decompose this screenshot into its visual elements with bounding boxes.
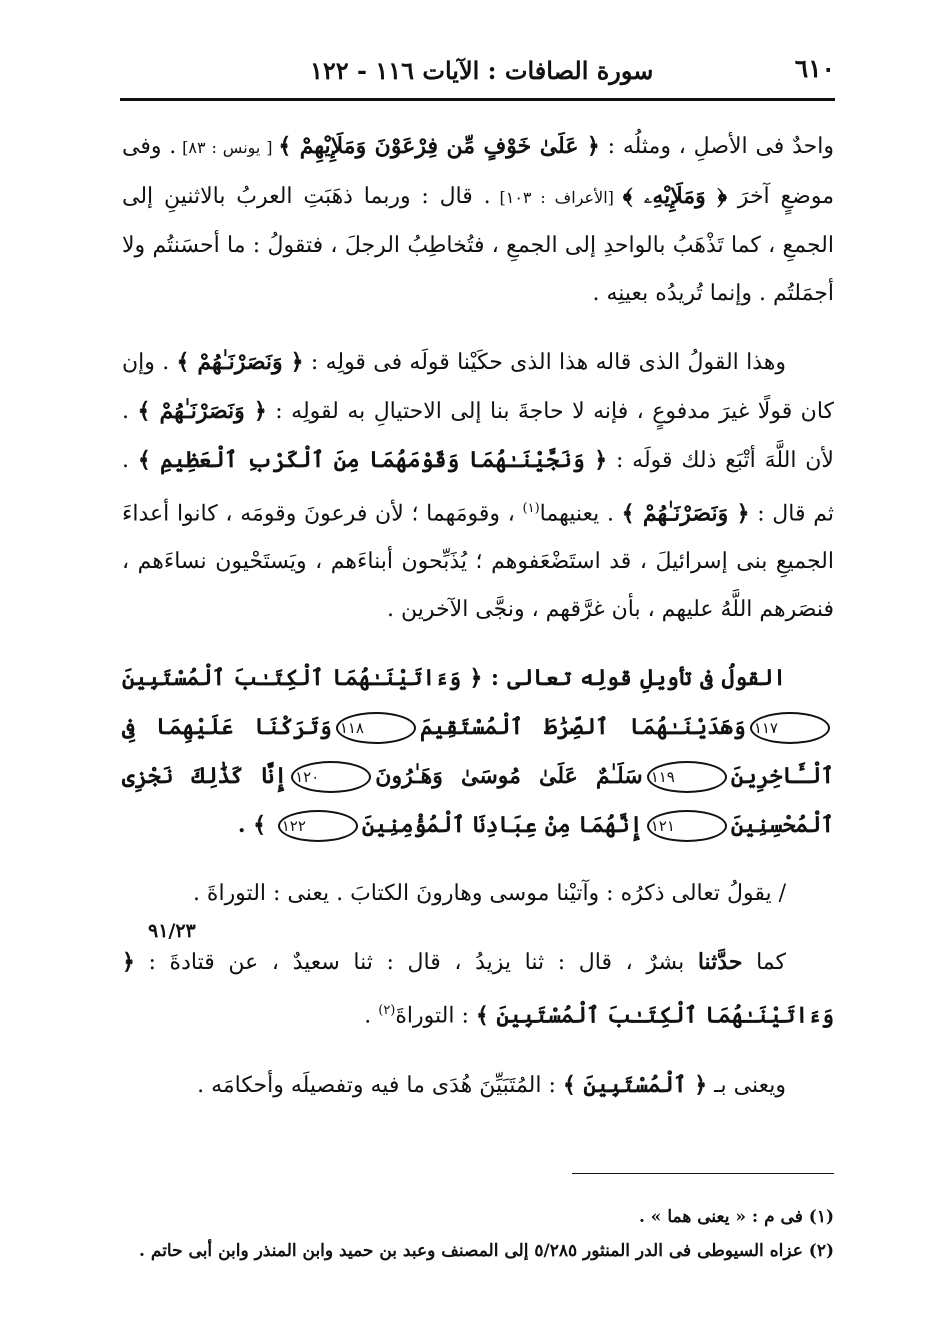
text-run: واحدٌ فى الأصلِ ، ومثلُه :	[599, 134, 835, 159]
verse-118: وَهَدَيْنَـٰهُمَا ٱلصِّرَٰطَ ٱلْمُسْتَقِيمَ	[419, 714, 746, 741]
footnotes	[122, 1200, 834, 1268]
paragraph-6	[122, 1061, 834, 1110]
verse-117: وَءَاتَيْنَـٰهُمَا ٱلْكِتَـٰبَ ٱلْمُسْتَبِينَ	[122, 665, 462, 692]
narration-term: حدَّثنا	[697, 949, 743, 976]
quran-quote: ﴿ ٱلْمُسْتَبِينَ ﴾	[562, 1071, 708, 1098]
text-run: وهذا القولُ الذى قاله هذا الذى حكَيْنا قولَه فى قولِه :	[303, 350, 786, 375]
paragraph-3-quran-passage	[122, 654, 834, 850]
verse-reference: [ يونس : ٨٣]	[176, 138, 279, 157]
paragraph-1	[122, 122, 834, 318]
text-run: ، وقومَهما ؛ لأن فرعونَ وقومَه ، كانوا أعداءَ الجميعِ بنى إسرائيلَ ، قد استَضْعَفوهم ؛ يُذَبِّحون أبناءَهم ، ويَستَحْيون نساءَهم ، فنصَرهم اللَّهُ عليهم ، بأن غرَّقهم ، ونجَّى الآخرين .	[122, 501, 834, 623]
quran-quote: ﴿ وَنَصَرْنَـٰهُمْ ﴾	[176, 349, 304, 375]
text-run: كما	[742, 950, 786, 976]
quran-bracket-close: ﴾ .	[237, 812, 274, 839]
footnote-2: (٢) عزاه السيوطى فى الدر المنثور ٥/٢٨٥ إلى المصنف وعبد بن حميد وابن المنذر وابن أبى حاتم .	[139, 1241, 834, 1261]
section-heading: القولُ فى تأويلِ قولِه تعالى :	[482, 665, 786, 692]
text-run: : المُتَبَيِّنَ هُدَى ما فيه وتفصيلَه وأحكامَه .	[197, 1072, 563, 1098]
verse-number-117: ١١٧	[750, 712, 830, 744]
verse-number-120: ١٢٠	[291, 761, 371, 793]
main-text	[122, 122, 834, 1130]
text-run: . يعنيهما	[539, 501, 622, 527]
footnote-rule	[572, 1173, 834, 1174]
text-run: بشرٌ ، قال : ثنا يزيدُ ، قال : ثنا سعيدٌ ، عن قتادةَ :	[134, 950, 698, 976]
quran-quote: ﴿ وَءَاتَيْنَـٰهُمَا ٱلْكِتَـٰبَ ٱلْمُسْتَبِينَ ﴾	[122, 949, 834, 1029]
verse-reference: [الأعراف : ١٠٣]	[490, 188, 623, 207]
text-run: . وفى موضعٍ آخرَ	[122, 134, 834, 209]
header-rule	[120, 98, 835, 101]
paragraph-5	[122, 938, 834, 1040]
footnote-marker: (٢)	[378, 1003, 396, 1019]
verse-number-118: ١١٨	[336, 712, 416, 744]
verse-122: إِنَّهُمَا مِنْ عِبَادِنَا ٱلْمُؤْمِنِينَ	[361, 812, 643, 839]
text-run: . لأن اللَّهَ أتْبَع ذلك قولَه :	[122, 399, 834, 473]
quran-quote: ﴿ وَمَلَإِيْهِۦ ﴾	[622, 183, 728, 209]
footnote-marker: (١)	[522, 501, 540, 516]
text-run: . وإن كان قولًا غيرَ مدفوعٍ ، فإنه لا حاجةَ بنا إلى الاحتيالِ به لقولِه :	[122, 350, 835, 424]
page-number: ٦١٠	[794, 54, 835, 83]
running-title: سورة الصافات : الآيات ١١٦ - ١٢٢	[310, 56, 654, 85]
verse-number-122: ١٢٢	[278, 810, 358, 842]
verse-119: وَتَرَكْنَا عَلَيْهِمَا فِى ٱلْـَٔاخِرِينَ	[122, 714, 834, 790]
page-header	[120, 52, 835, 96]
quran-quote: ﴿ وَنَصَرْنَـٰهُمْ ﴾	[137, 398, 267, 424]
text-run: . قال : وربما ذهَبَتِ العربُ بالاثنينِ إلى الجمعِ ، كما تَذْهَبُ بالواحدِ إلى الجمعِ ، فتُخاطِبُ الرجلَ ، فتقولُ : ما أحسَنتُم ولا أجمَلتُم . وإنما تُريدُه بعينِه .	[122, 184, 834, 306]
paragraph-2	[122, 338, 834, 634]
verse-number-119: ١١٩	[647, 761, 727, 793]
text-run: . ثم قال :	[122, 448, 834, 527]
text-run: : التوراةَ	[395, 1003, 476, 1029]
verse-120: سَلَـٰمٌ عَلَىٰ مُوسَىٰ وَهَـٰرُونَ	[375, 763, 643, 790]
text-run: .	[364, 1003, 379, 1029]
quran-quote: ﴿ وَنَجَّيْنَـٰهُمَا وَقَوْمَهُمَا مِنَ ٱلْكَرْبِ ٱلْعَظِيمِ ﴾	[137, 447, 608, 473]
verse-number-121: ١٢١	[647, 810, 727, 842]
marginal-reference: ٩١/٢٣	[148, 920, 196, 942]
verse-121: إِنَّا كَذَٰلِكَ نَجْزِى ٱلْمُحْسِنِينَ	[122, 763, 834, 839]
quran-quote: ﴿ عَلَىٰ خَوْفٍ مِّن فِرْعَوْنَ وَمَلَإِيْهِمْ ﴾	[278, 133, 600, 159]
paragraph-4: / يقولُ تعالى ذكرُه : وآتيْنا موسى وهارونَ الكتابَ . يعنى : التوراةَ .	[192, 881, 786, 907]
quran-bracket-open: ﴿	[461, 665, 483, 692]
footnote-1: (١) فى م : « يعنى هما » .	[638, 1207, 834, 1227]
text-run: ويعنى بـ	[707, 1072, 786, 1098]
quran-quote: ﴿ وَنَصَرْنَـٰهُمْ ﴾	[621, 500, 750, 527]
